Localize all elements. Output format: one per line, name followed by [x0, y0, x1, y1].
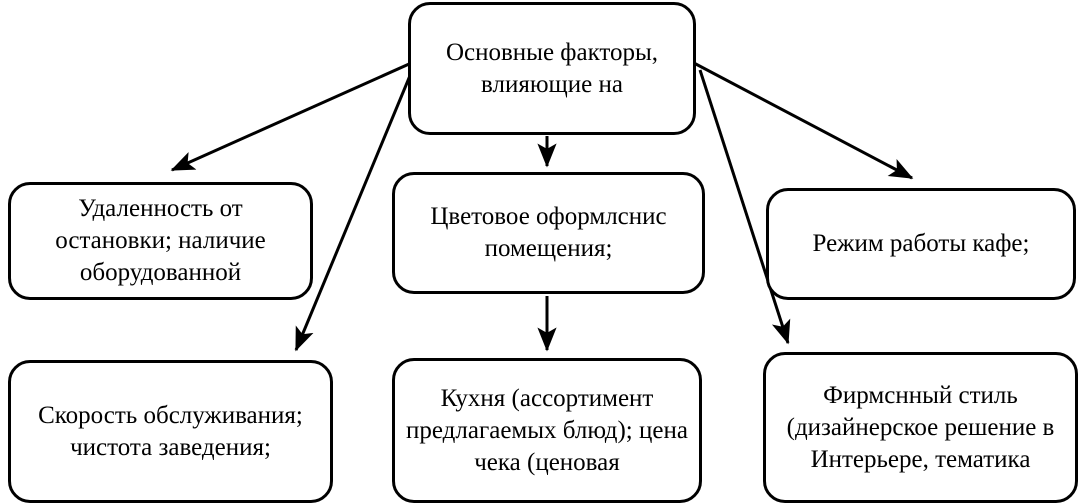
node-root-label: Основные факторы, влияющие на: [445, 38, 659, 98]
node-cuisine[interactable]: [392, 358, 702, 503]
node-root[interactable]: [408, 2, 696, 135]
node-working-hours[interactable]: [766, 188, 1076, 300]
node-brand-style[interactable]: [763, 352, 1078, 503]
node-working-hours-label: Режим работы кафе;: [812, 230, 1030, 257]
node-cuisine-label: Кухня (ассортимент предлагаемых блюд); цена чека (ценовая: [406, 384, 688, 476]
node-brand-style-label: Фирмснный стиль (дизайнерское решение в Интерьере, тематика: [786, 381, 1055, 473]
node-color-design-label: Цветовое оформлснис помещения;: [430, 203, 667, 262]
node-color-design[interactable]: [392, 172, 705, 294]
node-location-label: Удаленность от остановки; наличие оборудованной: [55, 195, 266, 286]
node-service-speed[interactable]: [8, 360, 333, 503]
edge-root-to-right-top: [692, 62, 912, 178]
node-service-speed-label: Скорость обслуживания; чистота заведения;: [38, 401, 303, 461]
edge-root-to-left-top: [172, 60, 418, 170]
node-location[interactable]: [8, 182, 313, 300]
